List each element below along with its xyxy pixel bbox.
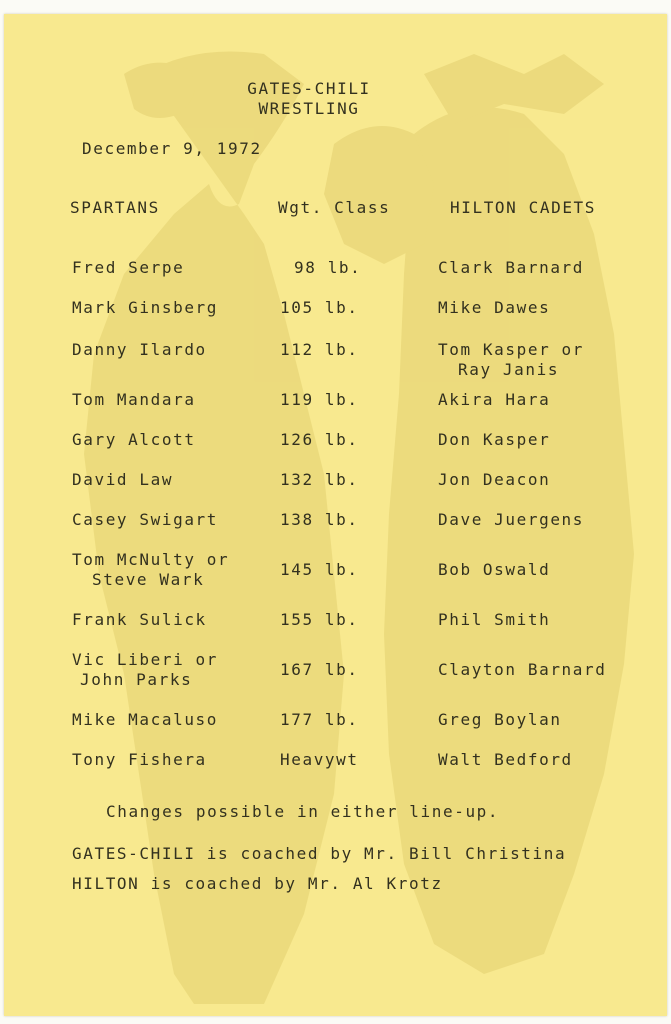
- weight-class: 167 lb.: [280, 660, 359, 679]
- weight-class: 132 lb.: [280, 470, 359, 489]
- away-wrestler: Don Kasper: [438, 430, 551, 449]
- home-wrestler: Tom Mandara: [72, 390, 196, 409]
- home-wrestler: Casey Swigart: [72, 510, 219, 529]
- ghost-head: [324, 126, 434, 264]
- weight-class: 105 lb.: [280, 298, 359, 317]
- home-wrestler: Tony Fishera: [72, 750, 207, 769]
- header-hilton-cadets: HILTON CADETS: [450, 198, 597, 217]
- coach-line-hilton: HILTON is coached by Mr. Al Krotz: [72, 874, 443, 893]
- away-wrestler: Akira Hara: [438, 390, 551, 409]
- weight-class: 112 lb.: [280, 340, 359, 359]
- weight-class: 155 lb.: [280, 610, 359, 629]
- event-date: December 9, 1972: [82, 139, 262, 158]
- home-wrestler: Frank Sulick: [72, 610, 207, 629]
- weight-class: 98 lb.: [294, 258, 362, 277]
- away-wrestler: Dave Juergens: [438, 510, 585, 529]
- home-wrestler: Mark Ginsberg: [72, 298, 219, 317]
- away-wrestler: Clark Barnard: [438, 258, 585, 277]
- home-wrestler-line: John Parks: [80, 670, 193, 689]
- weight-class: 177 lb.: [280, 710, 359, 729]
- title-line-1: GATES-CHILI: [247, 79, 371, 98]
- away-wrestler: [438, 340, 584, 380]
- home-wrestler: Danny Ilardo: [72, 340, 207, 359]
- header-spartans: SPARTANS: [70, 198, 160, 217]
- program-sheet: [4, 14, 667, 1016]
- away-wrestler: Bob Oswald: [438, 560, 551, 579]
- home-wrestler: [72, 550, 229, 590]
- away-wrestler-line: Tom Kasper or: [438, 340, 585, 359]
- home-wrestler: Fred Serpe: [72, 258, 185, 277]
- weight-class: 119 lb.: [280, 390, 359, 409]
- title-line-2: WRESTLING: [258, 99, 360, 118]
- weight-class: 126 lb.: [280, 430, 359, 449]
- away-wrestler: Mike Dawes: [438, 298, 551, 317]
- away-wrestler-line: Ray Janis: [458, 360, 560, 379]
- lineup-note: Changes possible in either line-up.: [106, 802, 500, 821]
- weight-class: Heavywt: [280, 750, 359, 769]
- home-wrestler: [72, 650, 218, 690]
- away-wrestler: Clayton Barnard: [438, 660, 607, 679]
- away-wrestler: Jon Deacon: [438, 470, 551, 489]
- weight-class: 138 lb.: [280, 510, 359, 529]
- coach-line-gates-chili: GATES-CHILI is coached by Mr. Bill Christina: [72, 844, 567, 863]
- header-weight-class: Wgt. Class: [278, 198, 391, 217]
- home-wrestler-line: Tom McNulty or: [72, 550, 230, 569]
- home-wrestler-line: Vic Liberi or: [72, 650, 219, 669]
- away-wrestler: Walt Bedford: [438, 750, 573, 769]
- home-wrestler: David Law: [72, 470, 174, 489]
- home-wrestler-line: Steve Wark: [92, 570, 205, 589]
- away-wrestler: Greg Boylan: [438, 710, 562, 729]
- away-wrestler: Phil Smith: [438, 610, 551, 629]
- weight-class: 145 lb.: [280, 560, 359, 579]
- home-wrestler: Gary Alcott: [72, 430, 196, 449]
- home-wrestler: Mike Macaluso: [72, 710, 219, 729]
